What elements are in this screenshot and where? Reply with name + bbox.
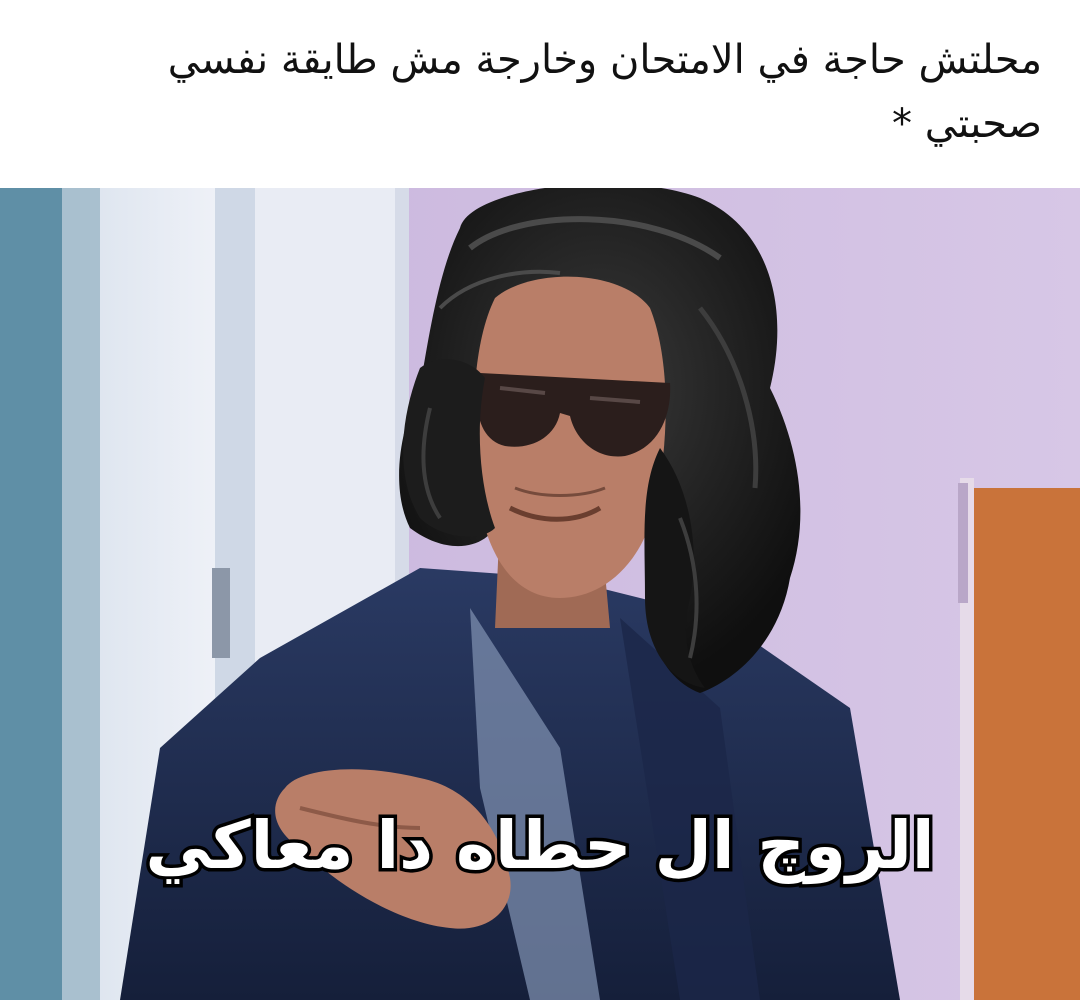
meme-caption (82, 28, 1042, 156)
caption-line-2: صحبتي * (892, 101, 1042, 147)
cabinet (970, 488, 1080, 1000)
caption-line-1: محلتش حاجة في الامتحان وخارجة مش طايقة نفسي (167, 37, 1042, 83)
meme-subtitle: الروچ ال حطاه دا معاكي (145, 807, 935, 884)
meme-photo (0, 188, 1080, 1000)
